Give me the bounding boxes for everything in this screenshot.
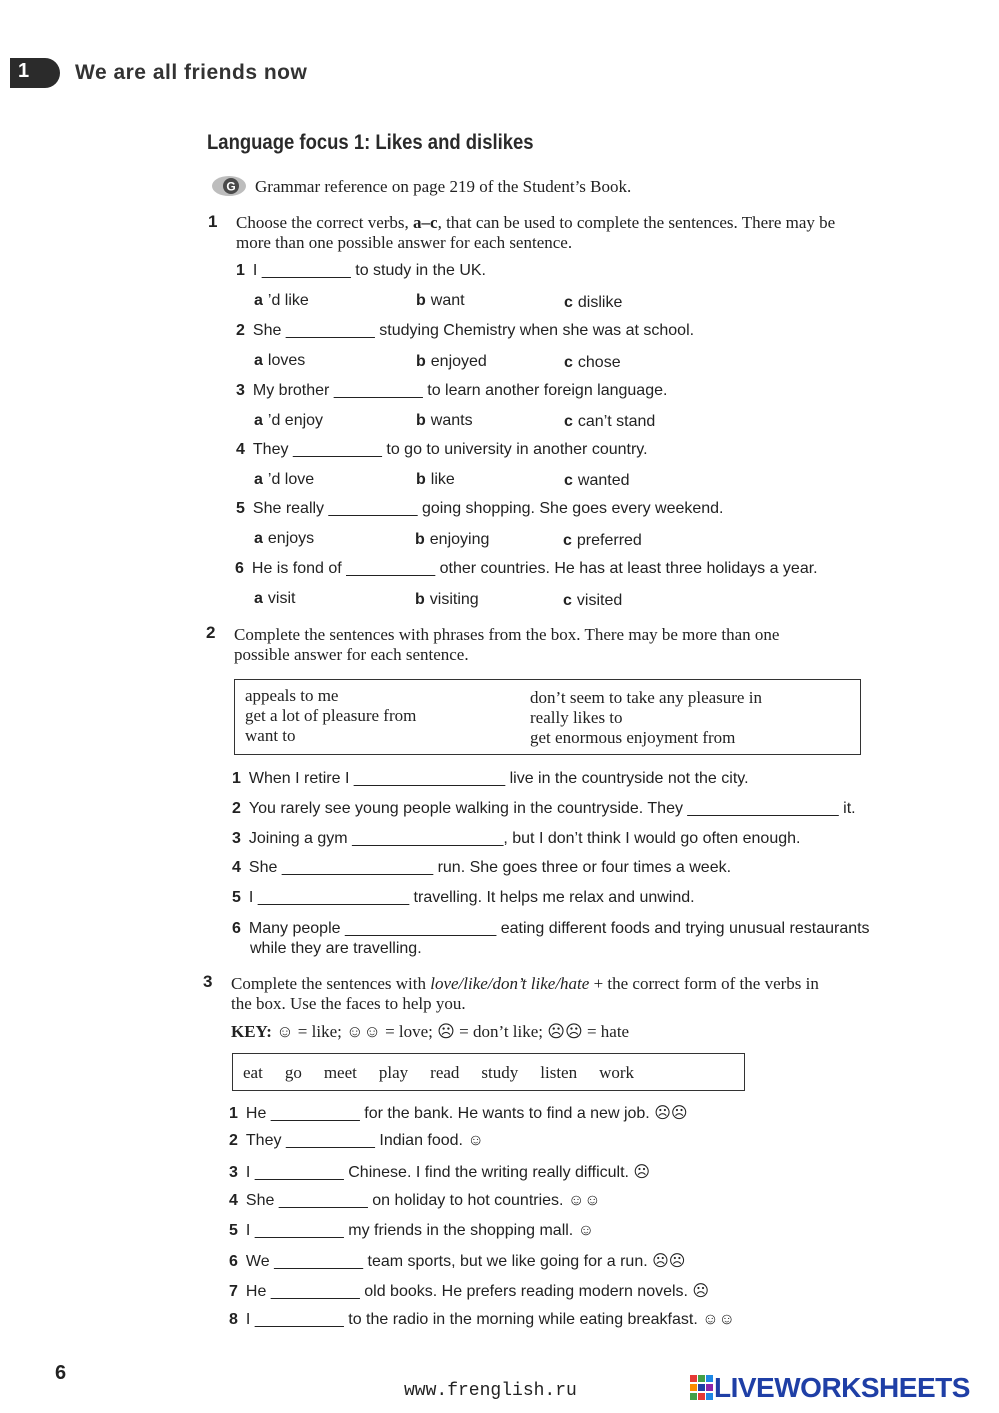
option-a[interactable]: a visit bbox=[254, 590, 296, 607]
answer-blank[interactable]: _________________ bbox=[352, 830, 504, 847]
answer-blank[interactable]: __________ bbox=[270, 1283, 360, 1300]
option-b[interactable]: b enjoyed bbox=[416, 353, 487, 370]
footer-url[interactable]: www.frenglish.ru bbox=[404, 1381, 577, 1401]
option-b[interactable]: b like bbox=[416, 471, 455, 488]
verb-word: study bbox=[481, 1063, 519, 1082]
exercise-1-item: 4 They __________ to go to university in another country. bbox=[236, 441, 648, 458]
option-c[interactable]: c wanted bbox=[564, 472, 630, 489]
exercise-3-instruction: Complete the sentences with love/like/don’t like/hate + the correct form of the verbs in the box. Use the faces to help you. bbox=[231, 974, 819, 1013]
option-a[interactable]: a ’d enjoy bbox=[254, 412, 324, 429]
unit-number: 1 bbox=[18, 60, 30, 82]
exercise-3-item: 5 I __________ my friends in the shopping mall. ☺ bbox=[229, 1222, 595, 1239]
answer-blank[interactable]: __________ bbox=[328, 500, 418, 517]
exercise-1-item: 6 He is fond of __________ other countries. He has at least three holidays a year. bbox=[235, 560, 818, 577]
exercise-2-item: 2 You rarely see young people walking in the countryside. They _________________ it. bbox=[232, 800, 856, 817]
phrase-box-left bbox=[245, 686, 416, 746]
phrase: get a lot of pleasure from bbox=[245, 706, 417, 725]
phrase: don’t seem to take any pleasure in bbox=[530, 688, 762, 707]
phrase: get enormous enjoyment from bbox=[530, 728, 736, 747]
section-title: Language focus 1: Likes and dislikes bbox=[207, 131, 534, 154]
option-c[interactable]: c can’t stand bbox=[564, 413, 656, 430]
verb-word: go bbox=[284, 1063, 302, 1082]
option-c[interactable]: c chose bbox=[564, 354, 621, 371]
exercise-1-number: 1 bbox=[208, 212, 218, 231]
phrase: really likes to bbox=[530, 708, 623, 727]
verb-word: read bbox=[430, 1063, 460, 1082]
answer-blank[interactable]: __________ bbox=[270, 1105, 360, 1122]
exercise-1-instruction: Choose the correct verbs, a–c, that can be used to complete the sentences. There may be more than one possible answer for each sentence. bbox=[236, 213, 836, 252]
exercise-2-item: 1 When I retire I _________________ live in the countryside not the city. bbox=[232, 770, 749, 787]
exercise-2-item: 5 I _________________ travelling. It helps me relax and unwind. bbox=[232, 889, 695, 906]
unit-title: We are all friends now bbox=[75, 61, 308, 84]
answer-blank[interactable]: _________________ bbox=[687, 800, 839, 817]
verb-word: play bbox=[378, 1063, 409, 1082]
verb-word: eat bbox=[243, 1063, 263, 1082]
verb-word: listen bbox=[540, 1063, 578, 1082]
phrase: appeals to me bbox=[245, 686, 339, 705]
exercise-2-item: 4 She _________________ run. She goes three or four times a week. bbox=[232, 859, 732, 876]
answer-blank[interactable]: _________________ bbox=[257, 889, 410, 906]
answer-blank[interactable]: _________________ bbox=[281, 859, 434, 876]
exercise-3-item: 4 She __________ on holiday to hot countries. ☺☺ bbox=[229, 1192, 601, 1209]
answer-blank[interactable]: __________ bbox=[278, 1192, 368, 1209]
exercise-3-item: 8 I __________ to the radio in the morning while eating breakfast. ☺☺ bbox=[229, 1311, 735, 1328]
option-b[interactable]: b want bbox=[416, 292, 465, 309]
answer-blank[interactable]: _________________ bbox=[353, 770, 506, 787]
verb-box bbox=[232, 1053, 745, 1091]
answer-blank[interactable]: __________ bbox=[274, 1253, 364, 1270]
answer-blank[interactable]: _________________ bbox=[344, 920, 497, 937]
option-a[interactable]: a enjoys bbox=[254, 530, 315, 547]
page-number: 6 bbox=[55, 1362, 67, 1384]
answer-blank[interactable]: __________ bbox=[285, 322, 375, 339]
face-key: KEY: ☺ = like; ☺☺ = love; ☹ = don’t like; ☹☹ = hate bbox=[231, 1022, 630, 1041]
option-b[interactable]: b enjoying bbox=[415, 531, 490, 548]
phrase-box-right bbox=[530, 688, 762, 748]
verb-word: work bbox=[599, 1063, 635, 1082]
option-a[interactable]: a ’d love bbox=[254, 471, 315, 488]
phrase-box bbox=[234, 679, 861, 755]
grammar-reference-text: Grammar reference on page 219 of the Student’s Book. bbox=[255, 177, 632, 196]
answer-blank[interactable]: __________ bbox=[292, 441, 382, 458]
answer-blank[interactable]: __________ bbox=[254, 1311, 344, 1328]
option-a[interactable]: a ’d like bbox=[254, 292, 309, 309]
exercise-3-number: 3 bbox=[203, 972, 213, 991]
exercise-1-item: 5 She really __________ going shopping. She goes every weekend. bbox=[236, 500, 724, 517]
exercise-2-item: 3 Joining a gym _________________, but I don’t think I would go often enough. bbox=[232, 830, 801, 847]
exercise-1-item: 1 I __________ to study in the UK. bbox=[236, 262, 486, 279]
option-c[interactable]: c preferred bbox=[563, 532, 642, 549]
answer-blank[interactable]: __________ bbox=[254, 1222, 344, 1239]
option-b[interactable]: b visiting bbox=[415, 591, 479, 608]
phrase: want to bbox=[245, 726, 296, 745]
exercise-3-item: 3 I __________ Chinese. I find the writing really difficult. ☹ bbox=[229, 1164, 651, 1181]
exercise-3-item: 2 They __________ Indian food. ☺ bbox=[229, 1132, 484, 1149]
exercise-3-item: 1 He __________ for the bank. He wants to find a new job. ☹☹ bbox=[229, 1105, 688, 1122]
exercise-3-item: 6 We __________ team sports, but we like going for a run. ☹☹ bbox=[229, 1253, 686, 1270]
answer-blank[interactable]: __________ bbox=[346, 560, 436, 577]
grammar-icon-letter: G bbox=[226, 179, 236, 194]
verb-word: meet bbox=[323, 1063, 357, 1082]
option-c[interactable]: c visited bbox=[563, 592, 623, 609]
grammar-reference-icon bbox=[210, 174, 248, 198]
exercise-1-item: 2 She __________ studying Chemistry when she was at school. bbox=[236, 322, 695, 339]
option-a[interactable]: a loves bbox=[254, 352, 306, 369]
exercise-3-item: 7 He __________ old books. He prefers reading modern novels. ☹ bbox=[229, 1283, 710, 1300]
answer-blank[interactable]: __________ bbox=[254, 1164, 344, 1181]
exercise-2-instruction: Complete the sentences with phrases from the box. There may be more than one possible answer for each sentence. bbox=[234, 625, 780, 664]
answer-blank[interactable]: __________ bbox=[285, 1132, 375, 1149]
liveworksheets-grid-icon bbox=[690, 1375, 714, 1401]
exercise-2-number: 2 bbox=[206, 623, 216, 642]
liveworksheets-logo-text: LIVEWORKSHEETS bbox=[714, 1372, 970, 1403]
answer-blank[interactable]: __________ bbox=[261, 262, 351, 279]
option-c[interactable]: c dislike bbox=[564, 294, 623, 311]
exercise-2-item: 6 Many people _________________ eating different foods and trying unusual restaurants while they are travelling. bbox=[232, 920, 870, 957]
answer-blank[interactable]: __________ bbox=[333, 382, 423, 399]
option-b[interactable]: b wants bbox=[416, 412, 473, 429]
exercise-1-item: 3 My brother __________ to learn another foreign language. bbox=[236, 382, 668, 399]
liveworksheets-logo[interactable] bbox=[690, 1372, 970, 1404]
